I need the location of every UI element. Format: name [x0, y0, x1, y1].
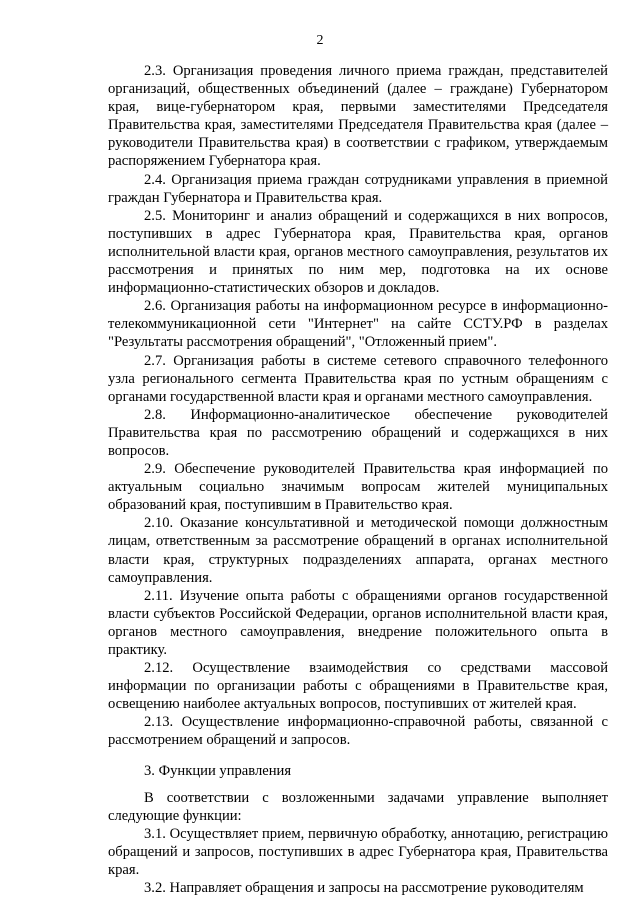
- paragraph-2-3: 2.3. Организация проведения личного приема граждан, представителей организаций, общественных объединений (далее – граждане) Губернатором края, вице-губернатором края, первыми заместителями Председателя Правительства края, заместителями Председателя Правительства края (далее – руководители Правительства края) в соответствии с графиком, утверждаемым распоряжением Губернатора края.: [108, 63, 608, 170]
- paragraph-2-12: 2.12. Осуществление взаимодействия со средствами массовой информации по организации работы с обращениями в Правительстве края, освещению наиболее актуальных вопросов, поступивших от жителей края.: [108, 660, 608, 713]
- section-intro-paragraph: В соответствии с возложенными задачами управление выполняет следующие функции:: [108, 789, 608, 824]
- paragraph-2-11: 2.11. Изучение опыта работы с обращениями органов государственной власти субъектов Российской Федерации, органов исполнительной власти края, органов местного самоуправления, внедрение положительного опыта в практику.: [108, 587, 608, 658]
- paragraph-2-8: 2.8. Информационно-аналитическое обеспечение руководителей Правительства края по рассмотрению обращений и содержащихся в них вопросов.: [108, 406, 608, 459]
- paragraph-2-9: 2.9. Обеспечение руководителей Правительства края информацией по актуальным социально значимым вопросам жителей муниципальных образований края, поступившим в Правительство края.: [108, 461, 608, 514]
- paragraph-3-2: 3.2. Направляет обращения и запросы на рассмотрение руководителям: [144, 880, 584, 897]
- document-body: [108, 62, 608, 897]
- page-number: 2: [316, 33, 324, 48]
- paragraph-2-6: 2.6. Организация работы на информационном ресурсе в информационно-телекоммуникационной сети "Интернет" на сайте ССТУ.РФ в разделах "Результаты рассмотрения обращений", "Отложенный прием".: [108, 298, 608, 351]
- paragraph-2-7: 2.7. Организация работы в системе сетевого справочного телефонного узла регионального сегмента Правительства края по устным обращениям с органами государственной власти края и органами местного самоуправления.: [108, 352, 608, 405]
- paragraph-2-4: 2.4. Организация приема граждан сотрудниками управления в приемной граждан Губернатора и Правительства края.: [108, 171, 608, 206]
- paragraph-2-5: 2.5. Мониторинг и анализ обращений и содержащихся в них вопросов, поступивших в адрес Губернатора края, Правительства края, органов исполнительной власти края, органов местного самоуправления, результатов их рассмотрения и принятых по ним мер, подготовка на их основе информационно-статистических обзоров и докладов.: [108, 207, 608, 297]
- paragraph-3-1: 3.1. Осуществляет прием, первичную обработку, аннотацию, регистрацию обращений и запросов, поступивших в адрес Губернатора края, Правительства края.: [108, 825, 608, 879]
- paragraph-2-13: 2.13. Осуществление информационно-справочной работы, связанной с рассмотрением обращений и запросов.: [108, 714, 608, 749]
- section-heading: 3. Функции управления: [144, 762, 292, 779]
- paragraph-2-10: 2.10. Оказание консультативной и методической помощи должностным лицам, ответственным за рассмотрение обращений в органах исполнительной власти края, структурных подразделениях аппарата, органах местного самоуправления.: [108, 515, 608, 586]
